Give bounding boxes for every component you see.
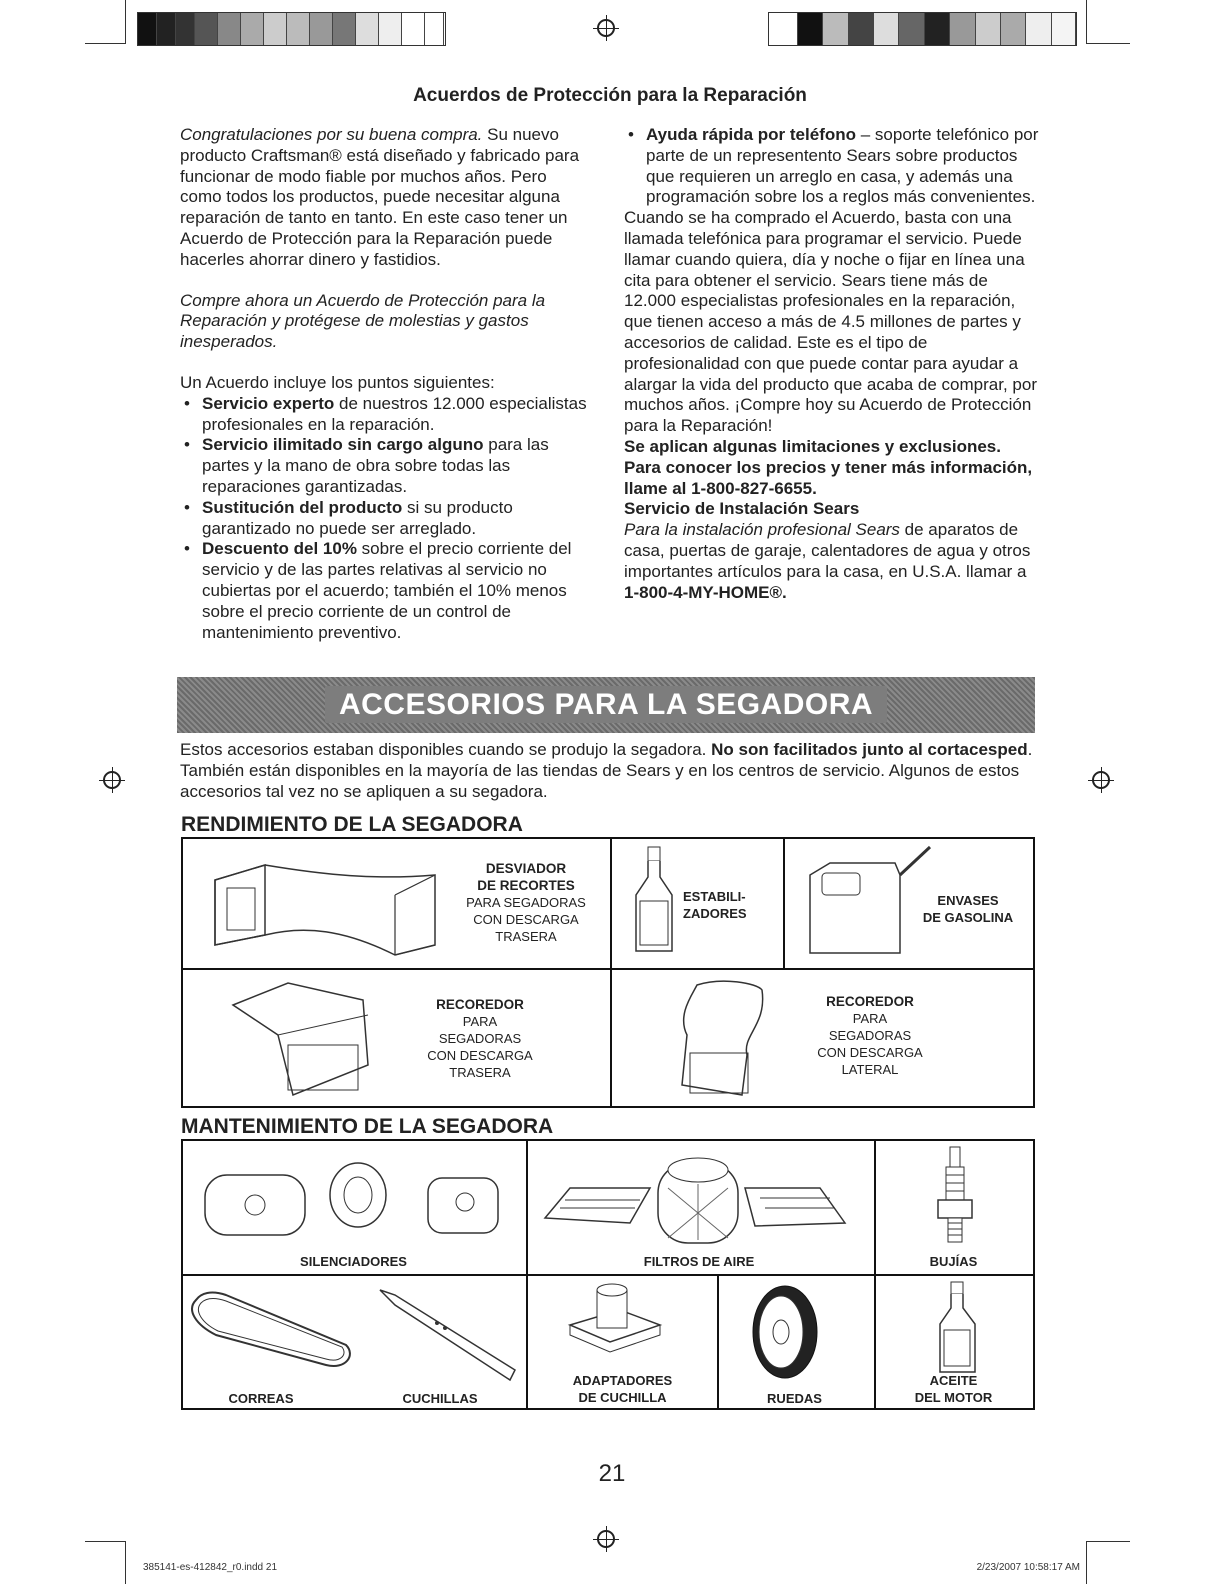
registration-mark-icon: [1092, 771, 1110, 789]
registration-mark-icon: [103, 771, 121, 789]
correas-label: CORREAS: [228, 1391, 294, 1406]
spark-plug-icon: [930, 1145, 980, 1250]
agreement-paragraph: Cuando se ha comprado el Acuerdo, basta con una llamada telefónica para programar el servicio. Puede llamar cuando quiera, día y noche o fijar en línea una cita para obtener el servicio. Sears tiene más de 12.000 especialistas profesionales en la reparación, que tienen acceso a más de 4.5 millones de partes y accesorios de calidad. Este es el tipo de profesionalidad con que puede contar para ayudar a alargar la vida del producto que acaba de comprar, por muchos años. ¡Compre hoy su Acuerdo de Protección para la Reparación!: [624, 208, 1037, 436]
list-item: • Ayuda rápida por teléfono – soporte telefónico por parte de un representento Sears sobre productos que requieren un arreglo en casa, y además una programación sobre los a reglos más convenientes.: [624, 125, 1039, 208]
color-bar-right: [768, 12, 1077, 46]
left-column: [180, 125, 592, 643]
right-column: [624, 125, 1039, 603]
adaptadores-label: ADAPTADORES DE CUCHILLA: [572, 1373, 673, 1405]
bottle-icon: [630, 845, 680, 955]
blade-adapter-icon: [565, 1280, 665, 1365]
list-item: • Sustitución del producto si su producto garantizado no puede ser arreglado.: [180, 498, 592, 540]
crop-mark: [1086, 0, 1087, 44]
accessories-intro: Estos accesorios estaban disponibles cuando se produjo la segadora. No son facilitados junto al cortacesped. También están disponibles en la mayoría de las tiendas de Sears y en los centros de servicio. Algunos de estos accesorios tal vez no se apliquen a su segadora.: [180, 740, 1033, 801]
envases-label: ENVASES DE GASOLINA: [922, 893, 1014, 925]
phone-help-list: [624, 125, 1039, 208]
oil-bottle-icon: [935, 1280, 980, 1375]
air-filter-icon: [540, 1148, 860, 1248]
installation-heading: Servicio de Instalación Sears: [624, 499, 860, 519]
recoredor-trasera-label: RECOREDOR PARA SEGADORAS CON DESCARGA TRASERA: [427, 997, 533, 1080]
includes-paragraph: Un Acuerdo incluye los puntos siguientes:: [180, 372, 495, 392]
estabilizadores-label: ESTABILI- ZADORES: [683, 889, 747, 921]
desviador-label: DESVIADOR DE RECORTES PARA SEGADORAS CON DESCARGA TRASERA: [466, 861, 586, 944]
rear-bagger-icon: [228, 975, 378, 1100]
benefits-list: [180, 394, 592, 644]
filtros-label: FILTROS DE AIRE: [643, 1254, 755, 1269]
recoredor-lateral-label: RECOREDOR PARA SEGADORAS CON DESCARGA LATERAL: [817, 994, 923, 1077]
crop-mark: [85, 1541, 125, 1542]
color-bar-left: [137, 12, 446, 46]
registration-mark-icon: [597, 19, 615, 37]
silenciadores-label: SILENCIADORES: [300, 1254, 407, 1269]
installation-paragraph: Para la instalación profesional Sears de aparatos de casa, puertas de garaje, calentadores de agua y otros importantes artículos para la casa, en U.S.A. llamar a 1-800-4-MY-HOME®.: [624, 520, 1031, 602]
bujias-label: BUJÍAS: [929, 1254, 978, 1269]
side-bagger-icon: [672, 975, 782, 1100]
footer-timestamp: 2/23/2007 10:58:17 AM: [976, 1562, 1080, 1573]
accessories-banner: ACCESORIOS PARA LA SEGADORA: [177, 677, 1035, 733]
wheel-icon: [745, 1282, 825, 1382]
crop-mark: [125, 0, 126, 44]
cuchillas-label: CUCHILLAS: [402, 1391, 478, 1406]
muffler-icon: [200, 1150, 520, 1245]
footer-file-name: 385141-es-412842_r0.indd 21: [143, 1562, 277, 1573]
list-item: • Descuento del 10% sobre el precio corriente del servicio y de las partes relativas al servicio no cubiertas por el acuerdo; también el 10% menos sobre el precio corriente de un control de mantenimiento preventivo.: [180, 539, 592, 643]
list-item: • Servicio ilimitado sin cargo alguno para las partes y la mano de obra sobre todas las reparaciones garantizadas.: [180, 435, 592, 497]
registration-mark-icon: [597, 1530, 615, 1548]
deflector-icon: [205, 855, 445, 965]
page-title: Acuerdos de Protección para la Reparación: [413, 85, 807, 106]
performance-section-title: RENDIMIENTO DE LA SEGADORA: [181, 813, 523, 836]
aceite-label: ACEITE DEL MOTOR: [914, 1373, 993, 1405]
belt-icon: [186, 1285, 356, 1370]
maintenance-section-title: MANTENIMIENTO DE LA SEGADORA: [181, 1115, 554, 1138]
crop-mark: [85, 43, 125, 44]
list-item: • Servicio experto de nuestros 12.000 especialistas profesionales en la reparación.: [180, 394, 592, 436]
ruedas-label: RUEDAS: [767, 1391, 822, 1406]
crop-mark: [1086, 43, 1130, 44]
blade-icon: [375, 1285, 525, 1385]
crop-mark: [1086, 1541, 1130, 1542]
crop-mark: [1086, 1541, 1087, 1584]
intro-paragraph: Congratulaciones por su buena compra. Su nuevo producto Craftsman® está diseñado y fabricado para funcionar de modo fiable por muchos años. Pero como todos los productos, puede necesitar alguna reparación de tanto en tanto. En este caso tener un Acuerdo de Protección para la Reparación puede hacerles ahorrar dinero y fastidios.: [180, 125, 580, 269]
page-number: 21: [598, 1460, 626, 1487]
crop-mark: [125, 1541, 126, 1584]
limitations-paragraph: Se aplican algunas limitaciones y exclusiones. Para conocer los precios y tener más información, llame al 1-800-827-6655.: [624, 436, 1033, 498]
install-phone: 1-800-4-MY-HOME®.: [624, 582, 787, 602]
buy-now-paragraph: Compre ahora un Acuerdo de Protección para la Reparación y protégese de molestias y gastos inesperados.: [180, 290, 546, 352]
